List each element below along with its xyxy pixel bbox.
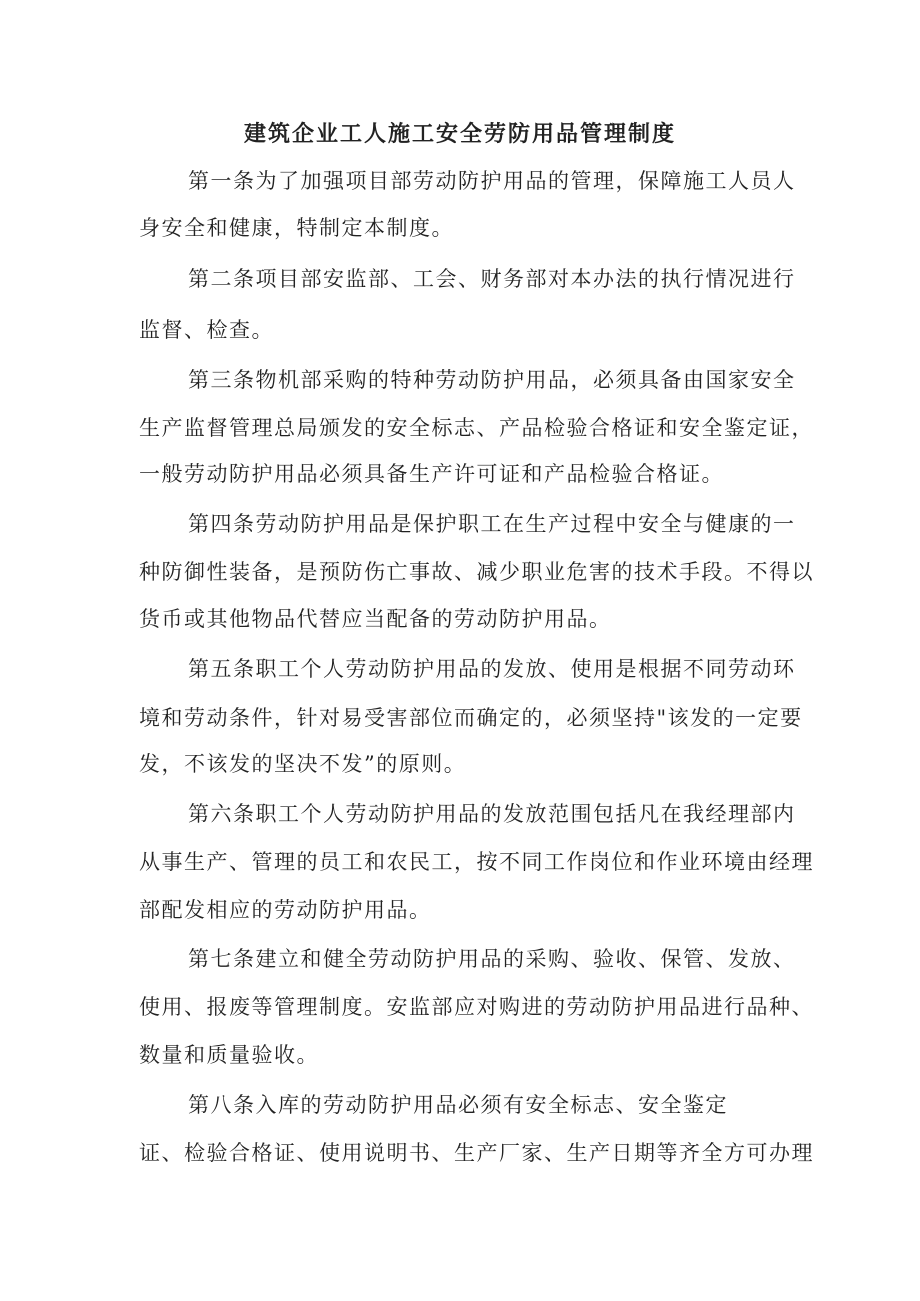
- paragraph-line: 身安全和健康，特制定本制度。: [139, 216, 454, 240]
- paragraph-line: 货币或其他物品代替应当配备的劳动防护用品。: [139, 607, 612, 631]
- paragraph-line: 种防御性装备，是预防伤亡事故、减少职业危害的技术手段。不得以: [139, 560, 814, 584]
- paragraph-line: 生产监督管理总局颁发的安全标志、产品检验合格证和安全鉴定证，: [139, 416, 814, 440]
- paragraph-line: 部配发相应的劳动防护用品。: [139, 898, 432, 922]
- paragraph-line: 发，不该发的坚决不发”的原则。: [139, 752, 467, 776]
- paragraph-line: 第三条物机部采购的特种劳动防护用品，必须具备由国家安全: [188, 368, 796, 392]
- paragraph-line: 从事生产、管理的员工和农民工，按不同工作岗位和作业环境由经理: [139, 850, 814, 874]
- paragraph-line: 第二条项目部安监部、工会、财务部对本办法的执行情况进行: [188, 267, 796, 291]
- paragraph-line: 第五条职工个人劳动防护用品的发放、使用是根据不同劳动环: [188, 657, 796, 681]
- document-title: 建筑企业工人施工安全劳防用品管理制度: [243, 121, 676, 147]
- paragraph-line: 第七条建立和健全劳动防护用品的采购、验收、保管、发放、: [188, 947, 796, 971]
- paragraph-line: 数量和质量验收。: [139, 1043, 319, 1067]
- paragraph-line: 使用、报废等管理制度。安监部应对购进的劳动防护用品进行品种、: [139, 995, 814, 1019]
- paragraph-line: 证、检验合格证、使用说明书、生产厂家、生产日期等齐全方可办理: [139, 1141, 814, 1165]
- paragraph-line: 境和劳动条件，针对易受害部位而确定的，必须坚持"该发的一定要: [139, 706, 803, 730]
- paragraph-line: 第八条入库的劳动防护用品必须有安全标志、安全鉴定: [188, 1093, 728, 1117]
- paragraph-line: 第六条职工个人劳动防护用品的发放范围包括凡在我经理部内: [188, 802, 796, 826]
- paragraph-line: 监督、检查。: [139, 318, 274, 342]
- paragraph-line: 一般劳动防护用品必须具备生产许可证和产品检验合格证。: [139, 462, 724, 486]
- paragraph-line: 第四条劳动防护用品是保护职工在生产过程中安全与健康的一: [188, 512, 796, 536]
- paragraph-line: 第一条为了加强项目部劳动防护用品的管理，保障施工人员人: [188, 169, 796, 193]
